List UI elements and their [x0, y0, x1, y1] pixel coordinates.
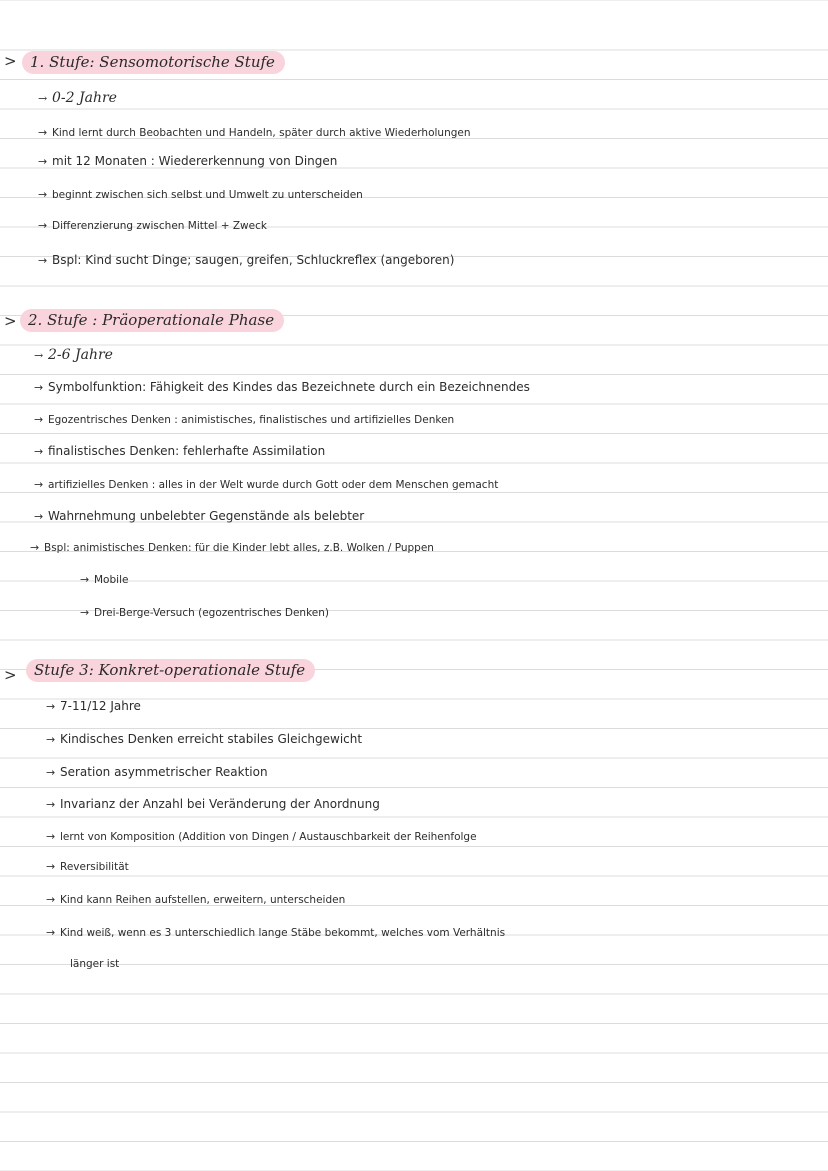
arrow-icon: →: [46, 830, 56, 843]
section-chevron-icon: >: [4, 312, 17, 330]
arrow-icon: →: [46, 798, 56, 811]
list-item: → Reversibilität: [46, 860, 129, 873]
list-item: → Kind kann Reihen aufstellen, erweitern, unterscheiden: [46, 893, 346, 906]
arrow-icon: →: [34, 349, 44, 362]
list-item: → 7-11/12 Jahre: [46, 699, 141, 713]
list-item: → lernt von Komposition (Addition von Dingen / Austauschbarkeit der Reihenfolge: [46, 830, 477, 843]
section-3-heading: Stufe 3: Konkret-operationale Stufe: [26, 659, 315, 682]
arrow-icon: →: [38, 188, 48, 201]
list-item: → 0-2 Jahre: [38, 90, 117, 106]
list-item: → artifizielles Denken : alles in der Welt wurde durch Gott oder dem Menschen gemacht: [34, 478, 499, 491]
arrow-icon: →: [46, 893, 56, 906]
list-item: → Symbolfunktion: Fähigkeit des Kindes das Bezeichnete durch ein Bezeichnendes: [34, 380, 530, 394]
arrow-icon: →: [80, 606, 90, 619]
list-item: → Egozentrisches Denken : animistisches, finalistisches und artifizielles Denken: [34, 413, 455, 426]
list-item: → Seration asymmetrischer Reaktion: [46, 765, 268, 779]
list-item: → Kind weiß, wenn es 3 unterschiedlich lange Stäbe bekommt, welches vom Verhältnis: [46, 926, 506, 939]
list-item: → finalistisches Denken: fehlerhafte Assimilation: [34, 444, 326, 458]
arrow-icon: →: [38, 219, 48, 232]
arrow-icon: →: [46, 860, 56, 873]
arrow-icon: →: [46, 766, 56, 779]
arrow-icon: →: [38, 92, 48, 105]
arrow-icon: →: [34, 445, 44, 458]
list-item: → Kind lernt durch Beobachten und Handeln, später durch aktive Wiederholungen: [38, 126, 471, 139]
section-chevron-icon: >: [4, 666, 17, 684]
arrow-icon: →: [38, 254, 48, 267]
list-item-continuation: länger ist: [70, 958, 120, 970]
list-item: → Mobile: [80, 573, 129, 586]
section-1-heading: 1. Stufe: Sensomotorische Stufe: [22, 51, 285, 74]
section-2-heading: 2. Stufe : Präoperationale Phase: [20, 309, 284, 332]
list-item: → mit 12 Monaten : Wiedererkennung von Dingen: [38, 154, 338, 168]
arrow-icon: →: [46, 700, 56, 713]
list-item: → Bspl: Kind sucht Dinge; saugen, greifen, Schluckreflex (angeboren): [38, 253, 455, 267]
arrow-icon: →: [46, 733, 56, 746]
arrow-icon: →: [46, 926, 56, 939]
arrow-icon: →: [34, 413, 44, 426]
arrow-icon: →: [38, 155, 48, 168]
arrow-icon: →: [30, 541, 40, 554]
list-item: → Kindisches Denken erreicht stabiles Gleichgewicht: [46, 732, 363, 746]
list-item: → Invarianz der Anzahl bei Veränderung der Anordnung: [46, 797, 380, 811]
list-item: → beginnt zwischen sich selbst und Umwelt zu unterscheiden: [38, 188, 363, 201]
arrow-icon: →: [34, 381, 44, 394]
arrow-icon: →: [34, 478, 44, 491]
arrow-icon: →: [38, 126, 48, 139]
list-item: → Wahrnehmung unbelebter Gegenstände als belebter: [34, 509, 365, 523]
list-item: → 2-6 Jahre: [34, 347, 113, 363]
section-chevron-icon: >: [4, 52, 17, 70]
arrow-icon: →: [34, 510, 44, 523]
list-item: → Differenzierung zwischen Mittel + Zweck: [38, 219, 267, 232]
arrow-icon: →: [80, 573, 90, 586]
list-item: → Drei-Berge-Versuch (egozentrisches Denken): [80, 606, 329, 619]
list-item: → Bspl: animistisches Denken: für die Kinder lebt alles, z.B. Wolken / Puppen: [30, 541, 434, 554]
